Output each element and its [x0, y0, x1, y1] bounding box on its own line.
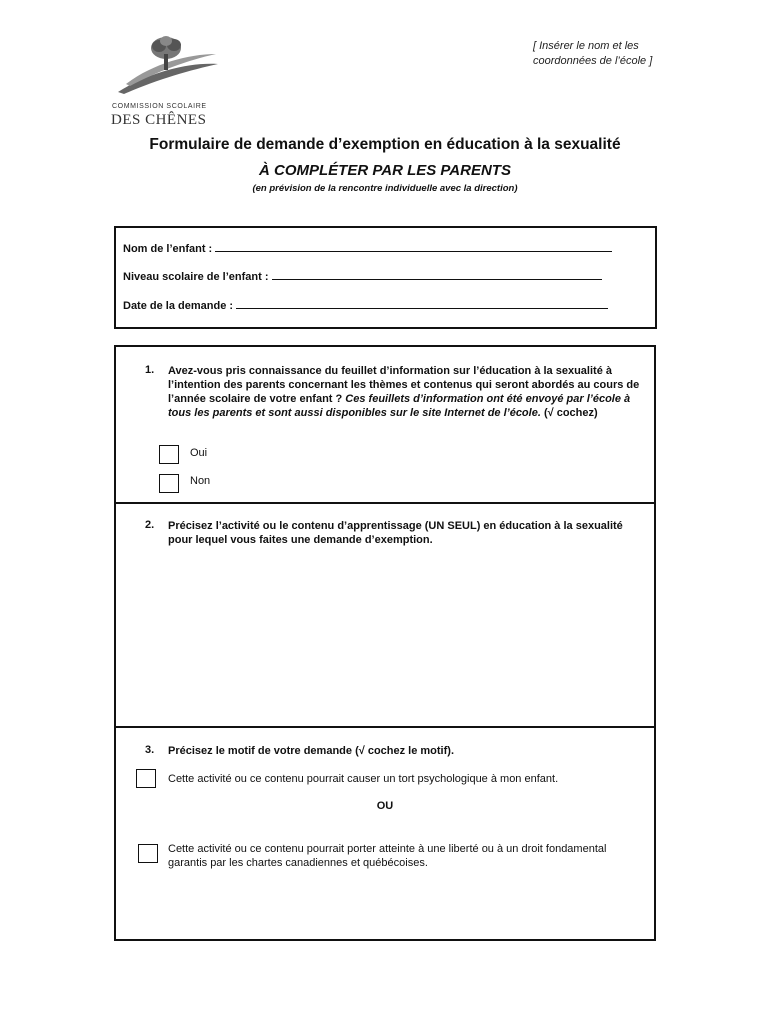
- date-line[interactable]: [236, 307, 608, 309]
- fundamental-right-label: Cette activité ou ce contenu pourrait porter atteinte à une liberté ou à un droit fondamental garantis par les chartes canadiennes et québécoises.: [168, 843, 607, 869]
- psychological-harm-checkbox[interactable]: [136, 769, 156, 788]
- question-3-number: 3.: [145, 744, 155, 756]
- form-title: Formulaire de demande d’exemption en éducation à la sexualité: [149, 136, 621, 153]
- question-2-text: Précisez l’activité ou le contenu d’apprentissage (UN SEUL) en éducation à la sexualité pour lequel vous faites une demande d’exemption.: [168, 520, 623, 546]
- psychological-harm-label: Cette activité ou ce contenu pourrait causer un tort psychologique à mon enfant.: [168, 773, 559, 785]
- non-checkbox[interactable]: [159, 474, 179, 493]
- date-label: Date de la demande :: [123, 300, 234, 312]
- grade-line[interactable]: [272, 278, 602, 280]
- oui-label: Oui: [190, 447, 208, 459]
- logo-caption-small: COMMISSION SCOLAIRE: [112, 103, 207, 110]
- question-1-number: 1.: [145, 364, 155, 376]
- question-1-box: [114, 345, 656, 504]
- non-label: Non: [190, 475, 211, 487]
- question-2-answer-area[interactable]: [126, 554, 644, 716]
- school-info-placeholder: [ Insérer le nom et les coordonnées de l’école ]: [533, 40, 653, 67]
- fundamental-right-checkbox[interactable]: [138, 844, 158, 863]
- question-1-italic: Ces feuillets d’information ont été envoyé par l’école à tous les parents et sont aussi disponibles sur le site Internet de l’école.: [168, 393, 631, 419]
- question-2-box: [114, 502, 656, 728]
- question-1-main: Avez-vous pris connaissance du feuillet d’information sur l’éducation à la sexualité à l’intention des parents concernant les thèmes et contenus qui seront abordés au cours de l’année scolaire de votre enfant ?: [168, 365, 640, 405]
- oak-tree-logo-icon: [116, 34, 220, 96]
- grade-row: [123, 271, 602, 283]
- date-row: [123, 300, 608, 312]
- logo-caption-big: DES CHÊNES: [111, 112, 207, 128]
- child-name-line[interactable]: [215, 250, 612, 252]
- school-board-logo: [108, 34, 224, 128]
- child-name-row: [123, 243, 612, 255]
- question-2-number: 2.: [145, 519, 155, 531]
- question-3-box: [114, 726, 656, 941]
- or-separator: OU: [376, 800, 394, 812]
- oui-checkbox[interactable]: [159, 445, 179, 464]
- question-1-end: (√ cochez): [543, 407, 598, 419]
- child-name-label: Nom de l’enfant :: [123, 243, 213, 255]
- question-3-text: Précisez le motif de votre demande (√ cochez le motif).: [168, 745, 454, 757]
- form-note: (en prévision de la rencontre individuelle avec la direction): [252, 183, 518, 194]
- child-info-box: [114, 226, 657, 329]
- question-1-text: [168, 364, 652, 420]
- form-subtitle: À COMPLÉTER PAR LES PARENTS: [259, 162, 511, 179]
- grade-label: Niveau scolaire de l’enfant :: [123, 271, 269, 283]
